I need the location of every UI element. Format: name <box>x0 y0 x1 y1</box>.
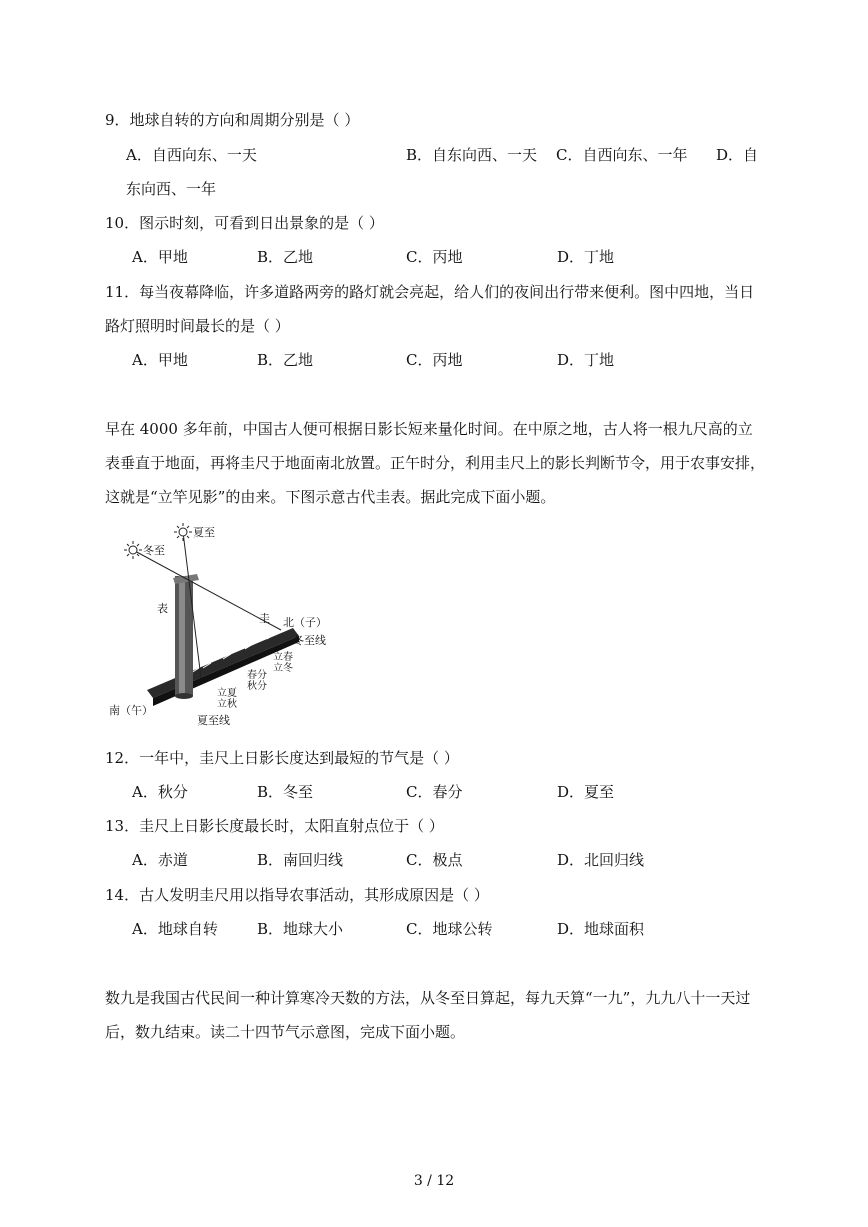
label-north: 北（子） <box>283 616 327 629</box>
label-biao: 表 <box>157 602 168 615</box>
q9-option-b: B．自东向西、一天 <box>406 146 538 164</box>
q12-option-c: C．春分 <box>406 783 463 801</box>
q9-option-d-wrap: 东向西、一年 <box>126 180 217 198</box>
q9-option-a: A．自西向东、一天 <box>126 146 257 164</box>
label-qiufen: 秋分 <box>247 681 267 692</box>
q14-stem <box>105 885 489 905</box>
q13-text: 圭尺上日影长度最长时，太阳直射点位于（ ） <box>139 817 444 835</box>
q12-stem <box>105 748 459 768</box>
q13-option-a: A．赤道 <box>132 851 188 869</box>
q13-option-d: D．北回归线 <box>557 851 645 869</box>
q10-option-d: D．丁地 <box>557 248 615 266</box>
label-liqiu: 立秋 <box>217 699 237 710</box>
biao-highlight <box>179 576 185 696</box>
q10-option-a: A．甲地 <box>132 248 188 266</box>
q11-option-d: D．丁地 <box>557 351 615 369</box>
passage2-line2: 后，数九结束。读二十四节气示意图，完成下面小题。 <box>105 1023 466 1041</box>
q13-stem <box>105 816 444 836</box>
q11-stem-line1 <box>105 282 754 302</box>
q9-option-d: D．自 <box>716 146 759 164</box>
q11-text-1: 每当夜幕降临，许多道路两旁的路灯就会亮起，给人们的夜间出行带来便利。图中四地，当日 <box>139 283 755 301</box>
q12-option-d: D．夏至 <box>557 783 615 801</box>
passage1-line3: 这就是“立竿见影”的由来。下图示意古代圭表。据此完成下面小题。 <box>105 488 556 506</box>
q12-option-a: A．秋分 <box>132 783 188 801</box>
label-winter-sun: 冬至 <box>143 544 165 557</box>
biao-base <box>175 693 193 699</box>
label-gui: 圭 <box>259 612 270 625</box>
q9-number: 9． <box>105 111 130 129</box>
q9-stem <box>105 110 359 130</box>
label-lidong: 立冬 <box>273 663 293 674</box>
label-summer-line: 夏至线 <box>197 714 230 727</box>
passage1-line2: 表垂直于地面，再将圭尺于地面南北放置。正午时分，利用圭尺上的影长判断节令，用于农事安排， <box>105 454 766 472</box>
q11-option-b: B．乙地 <box>257 351 314 369</box>
q14-option-c: C．地球公转 <box>406 920 493 938</box>
label-south: 南（午） <box>109 704 153 717</box>
label-winter-line: 冬至线 <box>293 634 326 647</box>
passage2-line1: 数九是我国古代民间一种计算寒冷天数的方法，从冬至日算起，每九天算“一九”，九九八十一天过 <box>105 989 751 1007</box>
q11-number: 11． <box>105 283 140 301</box>
q13-option-c: C．极点 <box>406 851 463 869</box>
q10-option-c: C．丙地 <box>406 248 463 266</box>
q12-text: 一年中，圭尺上日影长度达到最短的节气是（ ） <box>139 749 459 767</box>
q14-option-a: A．地球自转 <box>132 920 218 938</box>
q13-number: 13． <box>105 817 140 835</box>
q10-option-b: B．乙地 <box>257 248 314 266</box>
summer-sun-icon <box>174 523 192 541</box>
q14-text: 古人发明圭尺用以指导农事活动，其形成原因是（ ） <box>139 886 489 904</box>
label-chunfen: 春分 <box>247 670 267 681</box>
q14-number: 14． <box>105 886 140 904</box>
label-lixia: 立夏 <box>217 688 237 699</box>
q10-number: 10． <box>105 214 140 232</box>
winter-sun-icon <box>124 541 142 559</box>
gnomon-figure <box>105 518 355 733</box>
q14-option-d: D．地球面积 <box>557 920 645 938</box>
q10-stem <box>105 213 384 233</box>
q12-option-b: B．冬至 <box>257 783 314 801</box>
q9-text: 地球自转的方向和周期分别是（ ） <box>129 111 360 129</box>
q11-stem-line2: 路灯照明时间最长的是（ ） <box>105 317 290 335</box>
q9-option-c: C．自西向东、一年 <box>556 146 688 164</box>
q11-option-c: C．丙地 <box>406 351 463 369</box>
q10-text: 图示时刻，可看到日出景象的是（ ） <box>139 214 384 232</box>
q13-option-b: B．南回归线 <box>257 851 344 869</box>
q11-option-a: A．甲地 <box>132 351 188 369</box>
label-summer-sun: 夏至 <box>193 526 215 539</box>
page-number: 3 / 12 <box>413 1173 455 1189</box>
q14-option-b: B．地球大小 <box>257 920 344 938</box>
label-lichun: 立春 <box>273 652 293 663</box>
q12-number: 12． <box>105 749 140 767</box>
passage1-line1: 早在 4000 多年前，中国古人便可根据日影长短来量化时间。在中原之地，古人将一根九尺高的立 <box>105 420 753 438</box>
